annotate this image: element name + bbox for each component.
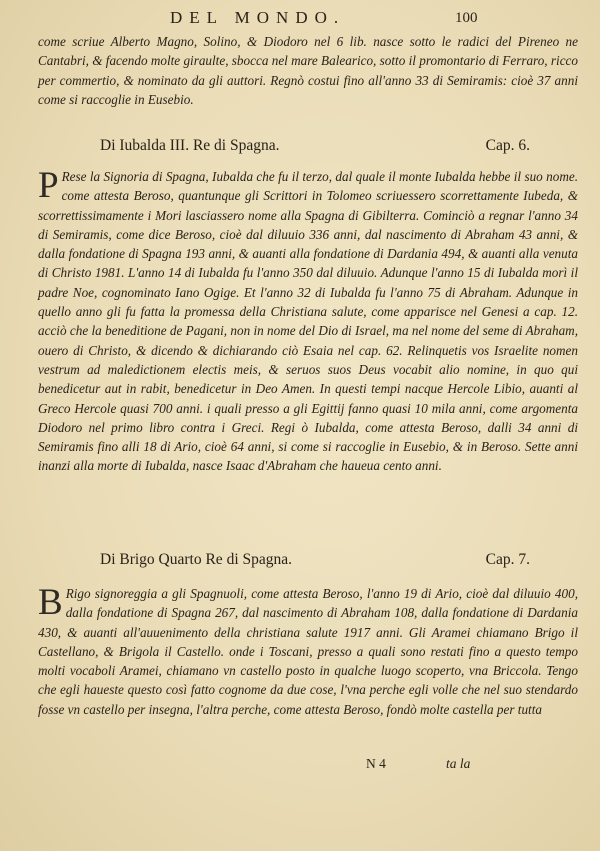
- running-title: DEL MONDO.: [170, 8, 346, 27]
- signature-mark: N 4: [366, 756, 386, 771]
- drop-cap: P: [38, 165, 59, 206]
- chapter-title: Di Iubalda III. Re di Spagna.: [100, 137, 280, 154]
- drop-cap: B: [38, 582, 63, 623]
- chapter-text: Rigo signoreggia a gli Spagnuoli, come attesta Beroso, l'anno 19 di Ario, cioè dal diluuio 400, dalla fondatione di Spagna 267, dal nascimento di Abraham 108, dalla fondatione di Dardania 430, & auanti all'auuenimento della christiana salute 1917 anni. Gli Aramei chiamano Brigo il Castellano, & Brigola il Castello. onde i Toscani, presso a quali sono restati fino a questo tempo molti vocaboli Aramei, chiamano vn castello posto in qualche luogo scoperto, vna Briccola. Tengo che egli haueste questo così fatto cognome da due cose, l'vna perche egli volle che nel suo stendardo fosse vn castello per insegna, l'altra perche, come attesta Beroso, fondò molte castella per tutta: [38, 586, 578, 717]
- chapter-heading-brigo: [100, 551, 530, 569]
- chapter-body-brigo: [38, 584, 578, 719]
- chapter-number: Cap. 7.: [485, 551, 530, 568]
- chapter-body-iubalda: [38, 167, 578, 476]
- continued-paragraph: come scriue Alberto Magno, Solino, & Diodoro nel 6 lib. nasce sotto le radici del Pireneo ne Cantabri, & facendo molte giraulte, sbocca nel mare Balearico, sotto il promontario di Ferraro, ricco per commertio, & nominato da gli auttori. Regnò costui fino all'anno 33 di Semiramis: cioè 37 anni come si raccoglie in Eusebio.: [38, 34, 578, 107]
- chapter-title: Di Brigo Quarto Re di Spagna.: [100, 551, 293, 568]
- chapter-text: Rese la Signoria di Spagna, Iubalda che fu il terzo, dal quale il monte Iubalda hebbe il suo nome. come attesta Beroso, quantunque gli Scrittori in Tolomeo scriuessero scorrettamente Iubeda, & scorrettissimamente i Mori lasciassero nome alla Spagna di Gibilterra. Cominciò a regnar l'anno 34 di Semiramis, come dice Beroso, cioè dal diluuio 336 anni, dal nascimento di Abraham 43 anni, & dalla fondatione di Spagna 193 anni, & auanti alla fondatione di Dardania 494, & auanti alla venuta di Christo 1981. L'anno 14 di Iubalda fu l'anno 350 dal diluuio. Adunque l'anno 15 di Iubalda morì il padre Noe, cognominato Iano Ogige. Et l'anno 32 di Iubalda fu l'anno 75 di Abraham. Adunque in quello anno gli fu fatta la promessa della Christiana salute, come apparisce nel Genesi a cap. 12. acciò che la beneditione de Pagani, non in nome del Dio di Israel, ma nel nome del seme di Abraham, ouero di Christo, & dicendo & dichiarando ciò Esaia nel cap. 62. Relinquetis vos Israelite nomen vestrum ad maledictionem electis meis, & seruos suos Deus vocabit alio nomine, in quo qui benedicetur aut in rabit, benedicetur in Deo Amen. In questi tempi nacque Hercole Libio, auanti al Greco Hercole quasi 700 anni. i quali presso a gli Egittij fanno quasi 10 mila anni, come argomenta Diodoro nel primo libro contra i Greci. Regi ò Iubalda, come attesta Beroso, dalli 34 anni di Semiramis fino alli 18 di Ario, cioè 64 anni, si come si raccoglie in Eusebio, & in Beroso. Sette anni inanzi alla morte di Iubalda, nasce Isaac d'Abraham che haueua cento anni.: [38, 169, 578, 474]
- page-number: 100: [455, 10, 478, 26]
- chapter-number: Cap. 6.: [485, 137, 530, 154]
- chapter-heading-iubalda: [100, 137, 530, 155]
- catchword: ta la: [446, 756, 471, 771]
